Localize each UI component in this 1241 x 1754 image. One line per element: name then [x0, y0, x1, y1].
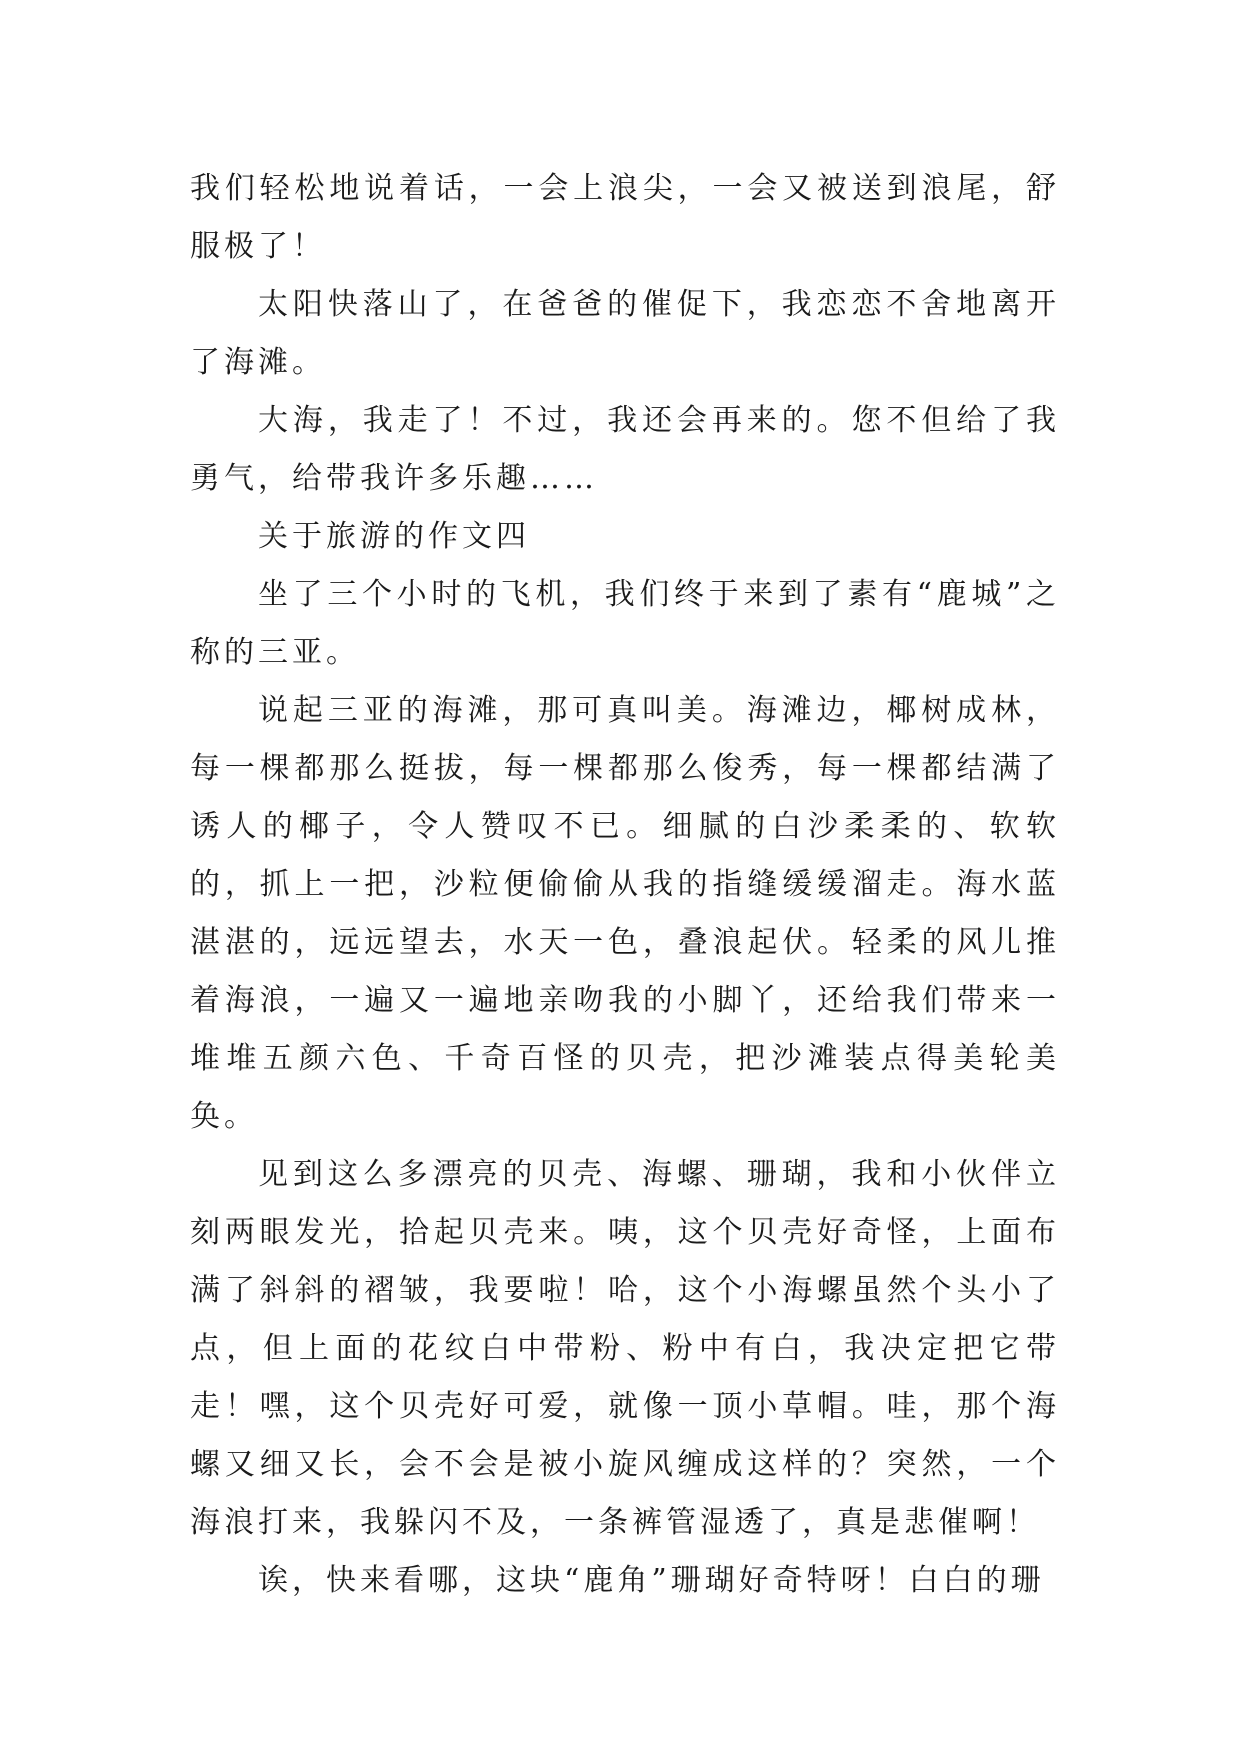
paragraph-3: 大海，我走了！不过，我还会再来的。您不但给了我勇气，给带我许多乐趣…… [190, 403, 1060, 496]
document-body [190, 160, 1060, 1610]
paragraph-7: 见到这么多漂亮的贝壳、海螺、珊瑚，我和小伙伴立刻两眼发光，拾起贝壳来。咦，这个贝壳好奇怪，上面布满了斜斜的褶皱，我要啦！哈，这个小海螺虽然个头小了点，但上面的花纹白中带粉、粉中有白，我决定把它带走！嘿，这个贝壳好可爱，就像一顶小草帽。哇，那个海螺又细又长，会不会是被小旋风缠成这样的？突然，一个海浪打来，我躲闪不及，一条裤管湿透了，真是悲催啊！ [190, 1157, 1060, 1540]
section-heading: 关于旅游的作文四 [258, 519, 530, 554]
paragraph-1: 我们轻松地说着话，一会上浪尖，一会又被送到浪尾，舒服极了！ [190, 171, 1060, 264]
paragraph-5: 坐了三个小时的飞机，我们终于来到了素有“鹿城”之称的三亚。 [190, 577, 1060, 670]
paragraph-8: 诶，快来看哪，这块“鹿角”珊瑚好奇特呀！白白的珊 [258, 1563, 1045, 1598]
paragraph-2: 太阳快落山了，在爸爸的催促下，我恋恋不舍地离开了海滩。 [190, 287, 1060, 380]
paragraph-6: 说起三亚的海滩，那可真叫美。海滩边，椰树成林，每一棵都那么挺拔，每一棵都那么俊秀，每一棵都结满了诱人的椰子，令人赞叹不已。细腻的白沙柔柔的、软软的，抓上一把，沙粒便偷偷从我的指缝缓缓溜走。海水蓝湛湛的，远远望去，水天一色，叠浪起伏。轻柔的风儿推着海浪，一遍又一遍地亲吻我的小脚丫，还给我们带来一堆堆五颜六色、千奇百怪的贝壳，把沙滩装点得美轮美奂。 [190, 693, 1060, 1134]
